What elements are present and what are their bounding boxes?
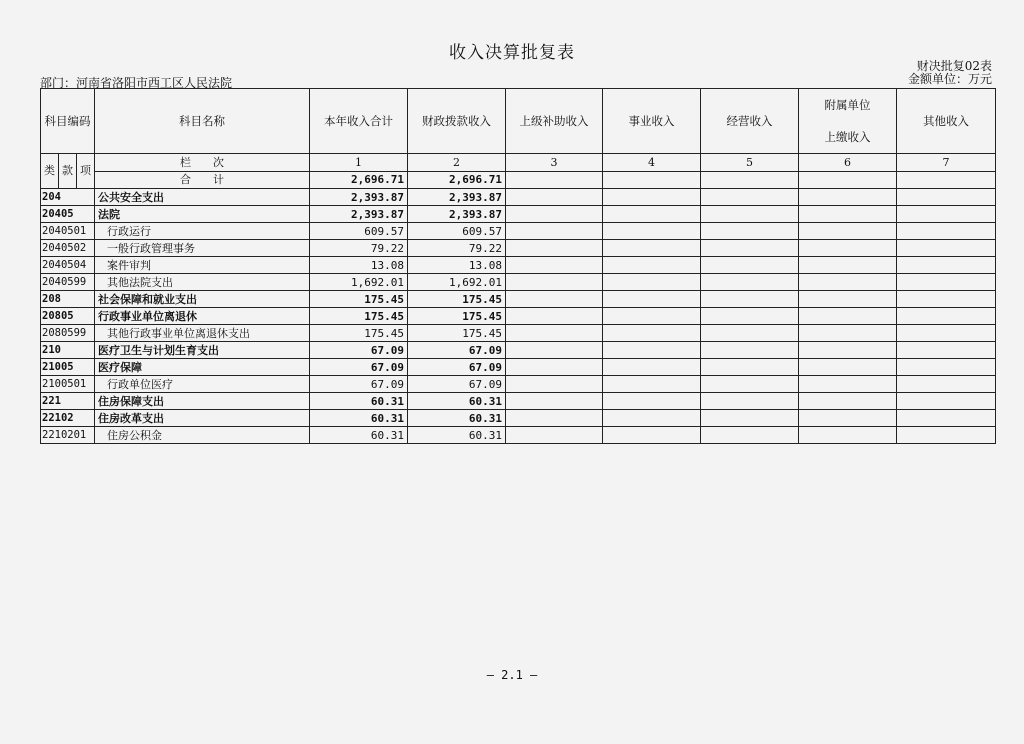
level-kuan: 款 [59,154,77,188]
empty-cell [701,274,799,291]
header-code: 科目编码 [41,89,95,154]
table-row [41,274,996,291]
form-number: 财决批复02表 [916,59,992,73]
subject-name: 行政事业单位离退休 [95,308,310,325]
subject-code: 221 [41,393,95,410]
subject-code: 21005 [41,359,95,376]
unit-label: 金额单位：万元 [907,72,992,86]
header-name: 科目名称 [95,89,310,154]
total-value-4 [603,171,701,189]
empty-cell [701,291,799,308]
empty-cell [799,240,897,257]
total-label: 合 计 [95,171,310,189]
empty-cell [701,342,799,359]
department-label: 部门：河南省洛阳市西工区人民法院 [40,76,233,90]
empty-cell [897,376,996,393]
empty-cell [603,189,701,206]
empty-cell [799,206,897,223]
table-row [41,291,996,308]
fiscal-appropriation-value: 60.31 [408,410,506,427]
empty-cell [701,206,799,223]
total-income-value: 67.09 [310,359,408,376]
empty-cell [506,325,603,342]
empty-cell [897,393,996,410]
empty-cell [603,240,701,257]
form-info [908,60,992,86]
empty-cell [799,257,897,274]
subject-name: 住房保障支出 [95,393,310,410]
fiscal-appropriation-value: 67.09 [408,342,506,359]
empty-cell [701,325,799,342]
empty-cell [506,240,603,257]
empty-cell [897,274,996,291]
empty-cell [603,359,701,376]
subject-code: 204 [41,189,95,206]
subject-code: 2040502 [41,240,95,257]
header-col-4: 事业收入 [603,89,701,154]
fiscal-appropriation-value: 2,393.87 [408,189,506,206]
subject-name: 一般行政管理事务 [95,240,310,257]
empty-cell [897,240,996,257]
lanci-label: 栏 次 [95,154,310,172]
table-row [41,257,996,274]
empty-cell [897,410,996,427]
total-value-7 [897,171,996,189]
empty-cell [701,410,799,427]
col-num-5: 5 [701,154,799,172]
total-income-value: 1,692.01 [310,274,408,291]
subject-name: 医疗保障 [95,359,310,376]
subject-name: 法院 [95,206,310,223]
empty-cell [897,257,996,274]
page-number: — 2.1 — [486,668,538,682]
subject-code: 208 [41,291,95,308]
col-num-4: 4 [603,154,701,172]
table-row [41,342,996,359]
column-index-row [41,154,996,172]
empty-cell [897,206,996,223]
empty-cell [799,291,897,308]
empty-cell [603,325,701,342]
subject-name: 住房改革支出 [95,410,310,427]
empty-cell [506,257,603,274]
col-num-2: 2 [408,154,506,172]
empty-cell [506,342,603,359]
empty-cell [603,223,701,240]
empty-cell [603,206,701,223]
empty-cell [897,427,996,444]
col-num-7: 7 [897,154,996,172]
subject-code: 2080599 [41,325,95,342]
total-income-value: 67.09 [310,342,408,359]
empty-cell [603,393,701,410]
empty-cell [799,359,897,376]
empty-cell [897,308,996,325]
fiscal-appropriation-value: 175.45 [408,325,506,342]
empty-cell [799,274,897,291]
empty-cell [603,410,701,427]
code-level-header [41,154,95,189]
income-table [40,88,996,444]
empty-cell [506,308,603,325]
empty-cell [603,308,701,325]
page-title: 收入决算批复表 [449,43,575,63]
empty-cell [701,427,799,444]
empty-cell [506,274,603,291]
empty-cell [897,291,996,308]
table-row [41,189,996,206]
header-col-2: 财政拨款收入 [408,89,506,154]
empty-cell [799,223,897,240]
header-col-6-line1: 附属单位 [824,98,871,112]
empty-cell [506,291,603,308]
empty-cell [603,291,701,308]
empty-cell [506,376,603,393]
fiscal-appropriation-value: 175.45 [408,291,506,308]
col-num-1: 1 [310,154,408,172]
total-value-2: 2,696.71 [408,171,506,189]
total-value-6 [799,171,897,189]
table-row [41,359,996,376]
header-col-3: 上级补助收入 [506,89,603,154]
table-row [41,308,996,325]
subject-code: 20405 [41,206,95,223]
empty-cell [701,308,799,325]
table-row [41,223,996,240]
fiscal-appropriation-value: 67.09 [408,359,506,376]
level-lei: 类 [41,154,59,188]
empty-cell [506,427,603,444]
table-row [41,427,996,444]
subject-code: 2210201 [41,427,95,444]
header-row [41,89,996,154]
empty-cell [506,393,603,410]
subject-code: 2040599 [41,274,95,291]
empty-cell [897,342,996,359]
empty-cell [603,257,701,274]
total-income-value: 175.45 [310,308,408,325]
empty-cell [506,410,603,427]
header-col-5: 经营收入 [701,89,799,154]
fiscal-appropriation-value: 1,692.01 [408,274,506,291]
empty-cell [701,189,799,206]
subject-name: 案件审判 [95,257,310,274]
subject-name: 社会保障和就业支出 [95,291,310,308]
empty-cell [799,410,897,427]
table-row [41,410,996,427]
subject-code: 2040504 [41,257,95,274]
empty-cell [897,359,996,376]
subject-name: 医疗卫生与计划生育支出 [95,342,310,359]
subject-code: 22102 [41,410,95,427]
empty-cell [701,359,799,376]
level-xiang: 项 [80,164,91,177]
total-income-value: 60.31 [310,410,408,427]
empty-cell [603,274,701,291]
empty-cell [799,342,897,359]
empty-cell [799,393,897,410]
total-income-value: 13.08 [310,257,408,274]
empty-cell [506,359,603,376]
subject-code: 2040501 [41,223,95,240]
table-row [41,206,996,223]
total-income-value: 609.57 [310,223,408,240]
empty-cell [701,223,799,240]
empty-cell [603,427,701,444]
empty-cell [897,325,996,342]
total-income-value: 175.45 [310,325,408,342]
empty-cell [897,189,996,206]
empty-cell [506,206,603,223]
total-income-value: 2,393.87 [310,189,408,206]
empty-cell [701,393,799,410]
col-num-3: 3 [506,154,603,172]
total-income-value: 60.31 [310,393,408,410]
fiscal-appropriation-value: 60.31 [408,393,506,410]
table-row [41,240,996,257]
header-col-7: 其他收入 [897,89,996,154]
subject-name: 住房公积金 [95,427,310,444]
fiscal-appropriation-value: 60.31 [408,427,506,444]
total-income-value: 175.45 [310,291,408,308]
subject-name: 其他行政事业单位离退休支出 [95,325,310,342]
empty-cell [506,189,603,206]
fiscal-appropriation-value: 2,393.87 [408,206,506,223]
total-row [41,171,996,189]
empty-cell [506,223,603,240]
table-row [41,325,996,342]
subject-code: 2100501 [41,376,95,393]
subject-code: 210 [41,342,95,359]
empty-cell [701,376,799,393]
fiscal-appropriation-value: 609.57 [408,223,506,240]
empty-cell [799,189,897,206]
fiscal-appropriation-value: 79.22 [408,240,506,257]
empty-cell [897,223,996,240]
empty-cell [799,427,897,444]
total-income-value: 79.22 [310,240,408,257]
table-row [41,393,996,410]
subject-code: 20805 [41,308,95,325]
col-num-6: 6 [799,154,897,172]
total-value-3 [506,171,603,189]
empty-cell [701,257,799,274]
empty-cell [603,376,701,393]
empty-cell [799,308,897,325]
header-col-6-line2: 上缴收入 [824,130,871,144]
empty-cell [799,376,897,393]
table-row [41,376,996,393]
empty-cell [603,342,701,359]
header-col-6 [799,89,897,154]
total-value-1: 2,696.71 [310,171,408,189]
empty-cell [701,240,799,257]
empty-cell [799,325,897,342]
fiscal-appropriation-value: 67.09 [408,376,506,393]
total-income-value: 2,393.87 [310,206,408,223]
fiscal-appropriation-value: 175.45 [408,308,506,325]
subject-name: 其他法院支出 [95,274,310,291]
total-income-value: 67.09 [310,376,408,393]
subject-name: 行政单位医疗 [95,376,310,393]
fiscal-appropriation-value: 13.08 [408,257,506,274]
total-value-5 [701,171,799,189]
subject-name: 公共安全支出 [95,189,310,206]
header-col-1: 本年收入合计 [310,89,408,154]
subject-name: 行政运行 [95,223,310,240]
total-income-value: 60.31 [310,427,408,444]
